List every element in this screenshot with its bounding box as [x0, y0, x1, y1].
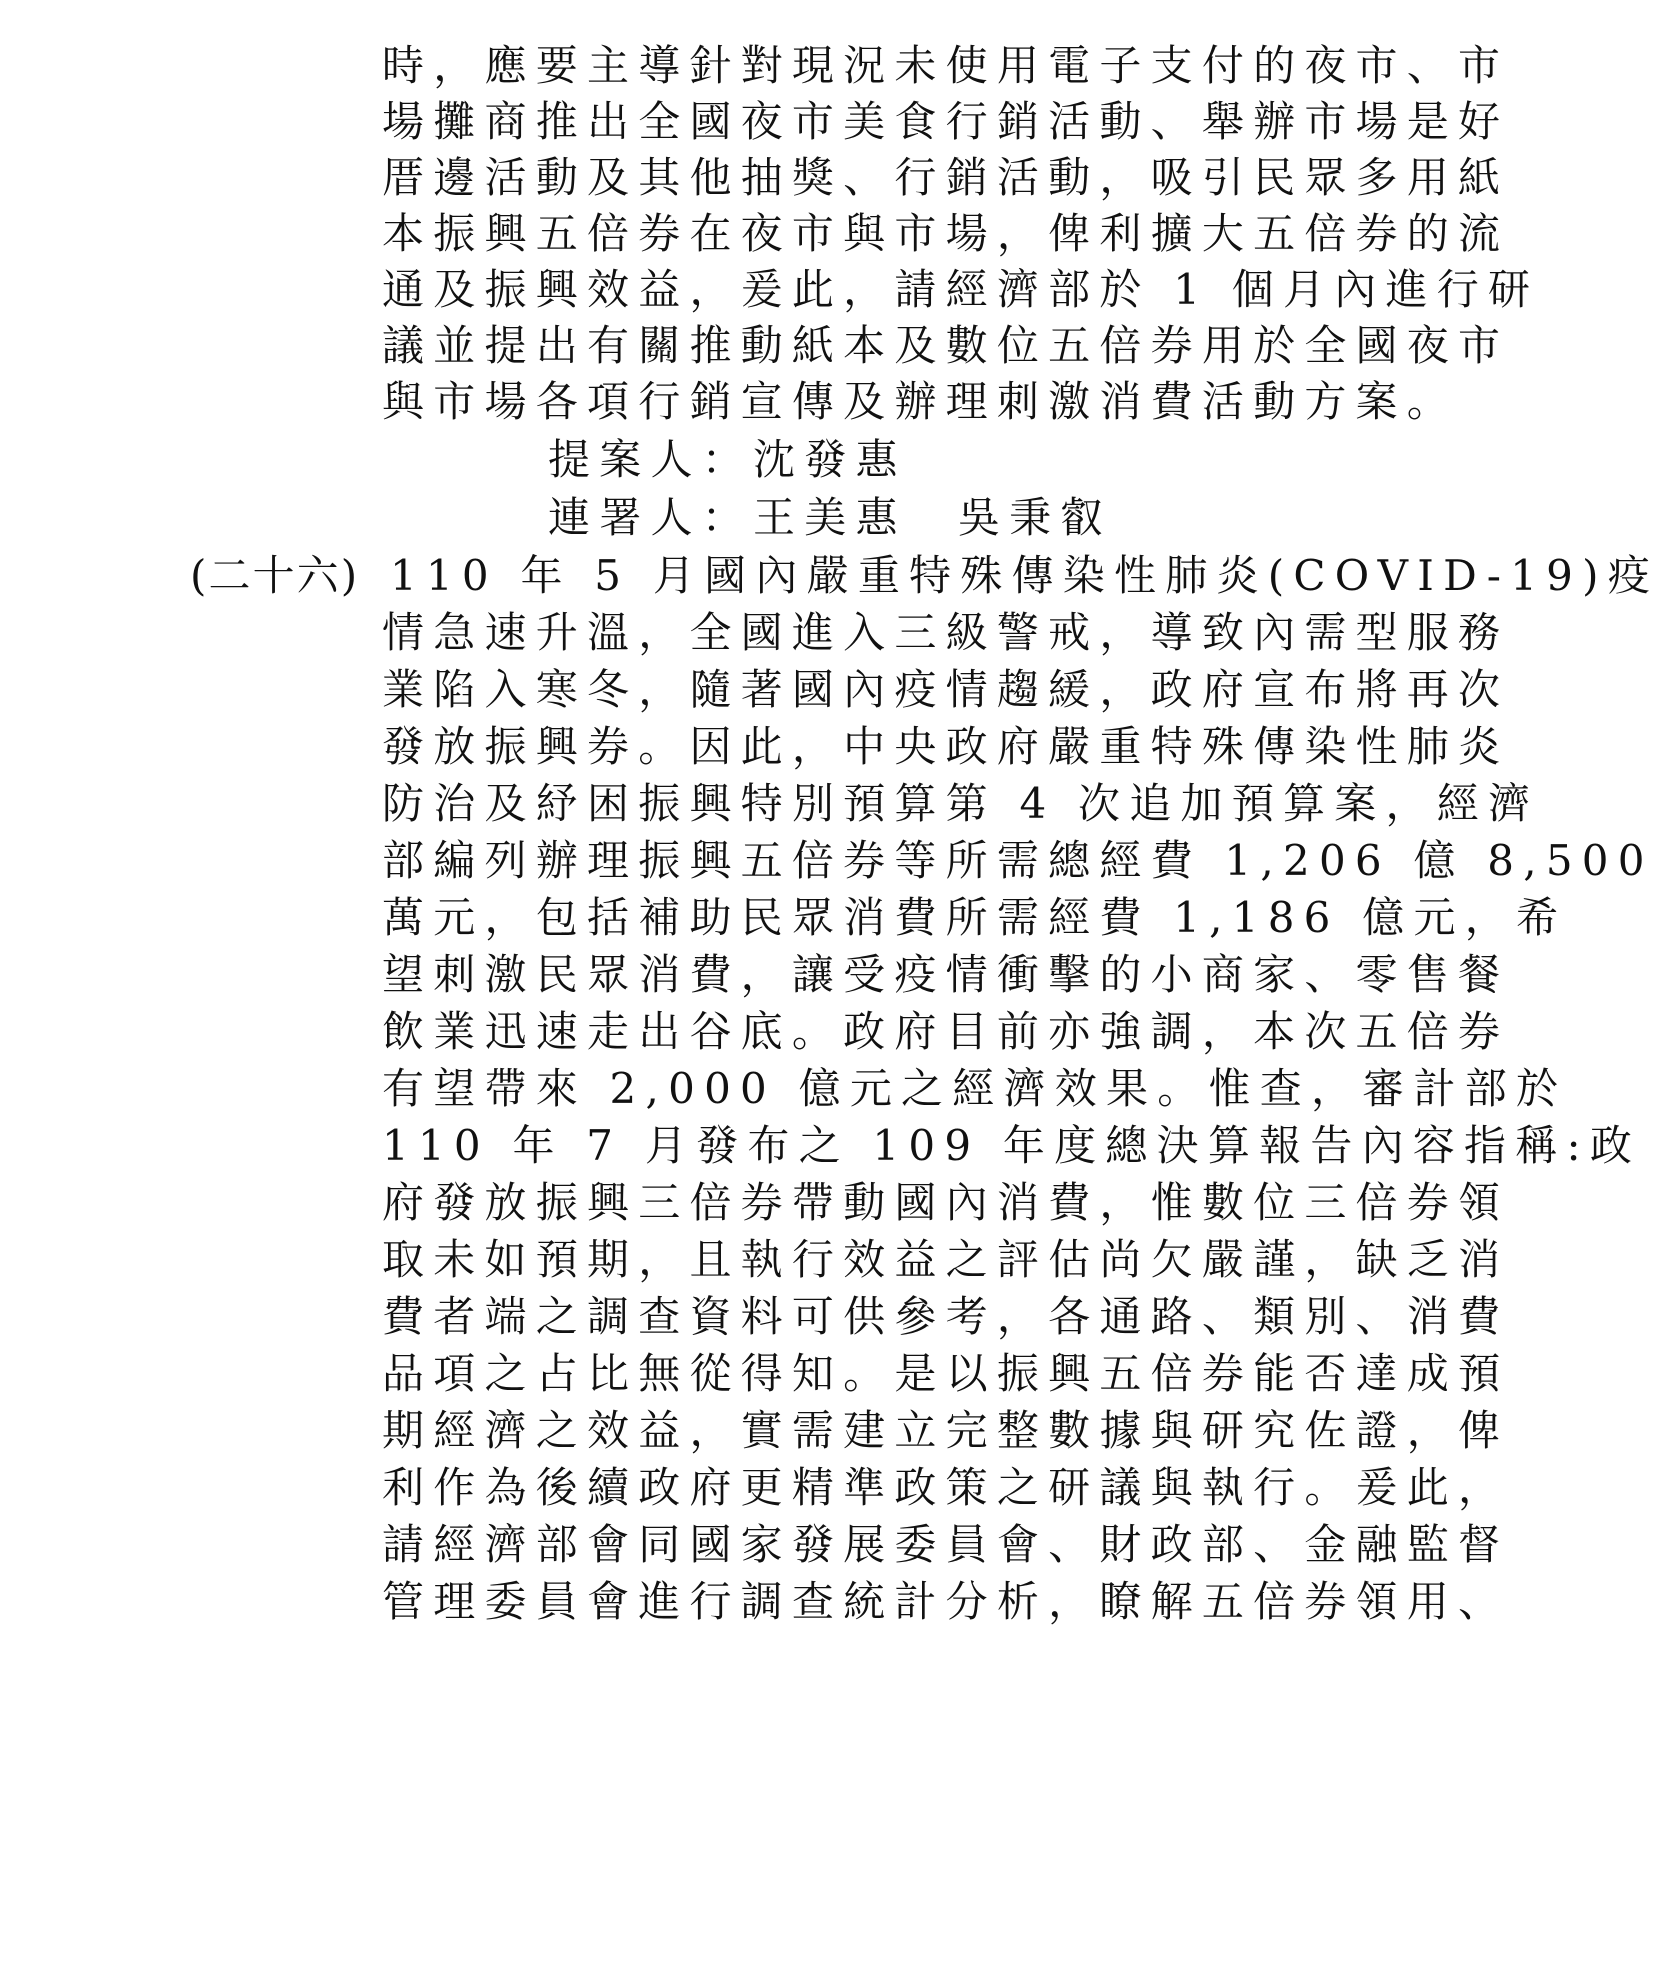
- paragraph-line: 取未如預期，且執行效益之評估尚欠嚴謹，缺乏消: [382, 1235, 1510, 1284]
- paragraph-line: 防治及紓困振興特別預算第 4 次追加預算案，經濟: [382, 779, 1540, 828]
- paragraph-line: 通及振興效益，爰此，請經濟部於 1 個月內進行研: [382, 265, 1540, 314]
- paragraph-line: 有望帶來 2,000 億元之經濟效果。惟查，審計部於: [382, 1064, 1568, 1113]
- paragraph-line: 請經濟部會同國家發展委員會、財政部、金融監督: [382, 1520, 1510, 1569]
- paragraph-line: 管理委員會進行調查統計分析，瞭解五倍券領用、: [382, 1577, 1510, 1626]
- cosigners-line: 連署人：王美惠 吳秉叡: [548, 493, 1112, 542]
- paragraph-line: 情急速升溫，全國進入三級警戒，導致內需型服務: [382, 608, 1510, 657]
- paragraph-line: 期經濟之效益，實需建立完整數據與研究佐證，俾: [382, 1406, 1510, 1455]
- paragraph-line: 與市場各項行銷宣傳及辦理刺激消費活動方案。: [382, 377, 1459, 426]
- paragraph-line: 萬元，包括補助民眾消費所需經費 1,186 億元，希: [382, 893, 1568, 942]
- item-number: (二十六): [190, 551, 360, 600]
- paragraph-line: 飲業迅速走出谷底。政府目前亦強調，本次五倍券: [382, 1007, 1510, 1056]
- paragraph-line: 110 年 7 月發布之 109 年度總決算報告內容指稱:政: [382, 1121, 1642, 1170]
- paragraph-line: 品項之占比無從得知。是以振興五倍券能否達成預: [382, 1349, 1510, 1398]
- paragraph-line: 府發放振興三倍券帶動國內消費，惟數位三倍券領: [382, 1178, 1510, 1227]
- paragraph-line: 費者端之調查資料可供參考，各通路、類別、消費: [382, 1292, 1510, 1341]
- paragraph-line: 部編列辦理振興五倍券等所需總經費 1,206 億 8,500: [382, 836, 1654, 885]
- paragraph-line: 本振興五倍券在夜市與市場，俾利擴大五倍券的流: [382, 209, 1510, 258]
- paragraph-line: 場攤商推出全國夜市美食行銷活動、舉辦市場是好: [382, 97, 1510, 146]
- paragraph-line: 議並提出有關推動紙本及數位五倍券用於全國夜市: [382, 321, 1510, 370]
- paragraph-line: 望刺激民眾消費，讓受疫情衝擊的小商家、零售餐: [382, 950, 1510, 999]
- paragraph-line: 業陷入寒冬，隨著國內疫情趨緩，政府宣布將再次: [382, 665, 1510, 714]
- paragraph-line: 發放振興券。因此，中央政府嚴重特殊傳染性肺炎: [382, 722, 1510, 771]
- paragraph-line: 利作為後續政府更精準政策之研議與執行。爰此，: [382, 1463, 1510, 1512]
- paragraph-line: 厝邊活動及其他抽獎、行銷活動，吸引民眾多用紙: [382, 153, 1510, 202]
- paragraph-line: 時，應要主導針對現況未使用電子支付的夜市、市: [382, 41, 1510, 90]
- paragraph-line: 110 年 5 月國內嚴重特殊傳染性肺炎(COVID-19)疫: [390, 551, 1659, 600]
- proposer-line: 提案人：沈發惠: [548, 435, 907, 484]
